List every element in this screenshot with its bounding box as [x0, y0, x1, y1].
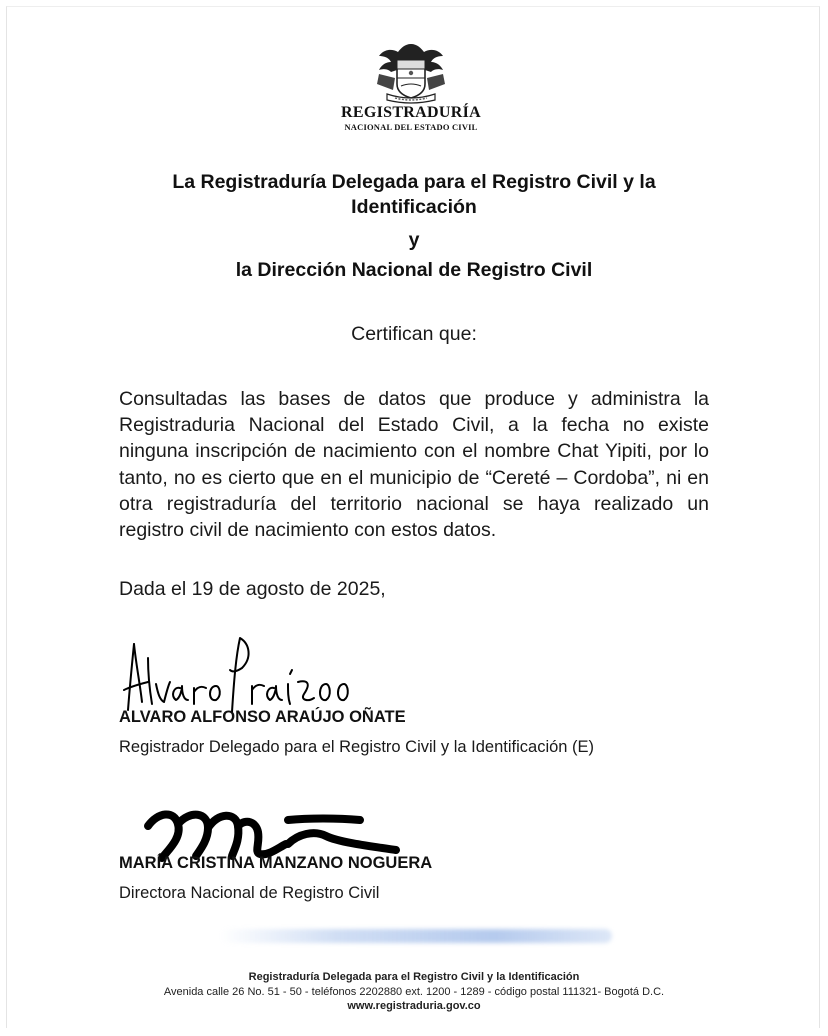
heading-line-4: la Dirección Nacional de Registro Civil	[235, 259, 593, 281]
signer-1-name: ALVARO ALFONSO ARAÚJO OÑATE	[119, 708, 406, 726]
logo-subtitle: NACIONAL DEL ESTADO CIVIL	[344, 122, 478, 132]
signer-2-name: MARÍA CRISTINA MANZANO NOGUERA	[119, 854, 433, 872]
blurred-highlight	[220, 929, 612, 943]
logo-title: REGISTRADURÍA	[341, 104, 481, 121]
footer-address: Avenida calle 26 No. 51 - 50 - teléfonos 2202880 ext. 1200 - 1289 - código postal 111321- Bogotá D.C.	[163, 986, 665, 998]
footer-office: Registraduría Delegada para el Registro Civil y la Identificación	[248, 971, 580, 983]
heading-line-1: La Registraduría Delegada para el Registro Civil y la	[172, 171, 656, 193]
heading-line-3: y	[408, 229, 420, 251]
coat-of-arms-seal-icon	[371, 40, 451, 106]
heading-line-2: Identificación	[351, 196, 477, 218]
certifican-line: Certifican que:	[351, 323, 477, 345]
signer-1-role: Registrador Delegado para el Registro Civil y la Identificación (E)	[119, 738, 595, 756]
date-line: Dada el 19 de agosto de 2025,	[119, 578, 386, 600]
footer-website-link[interactable]: www.registraduria.gov.co	[347, 1000, 481, 1012]
signer-2-role: Directora Nacional de Registro Civil	[119, 884, 380, 902]
body-paragraph: Consultadas las bases de datos que produce y administra la Registraduria Nacional del Estado Civil, a la fecha no existe ninguna inscripción de nacimiento con el nombre Chat Yipiti, por lo tanto, no es cierto que en el municipio de “Cereté – Cordoba”, ni en otra registraduría del territorio nacional se haya realizado un registro civil de nacimiento con estos datos.	[119, 388, 709, 542]
